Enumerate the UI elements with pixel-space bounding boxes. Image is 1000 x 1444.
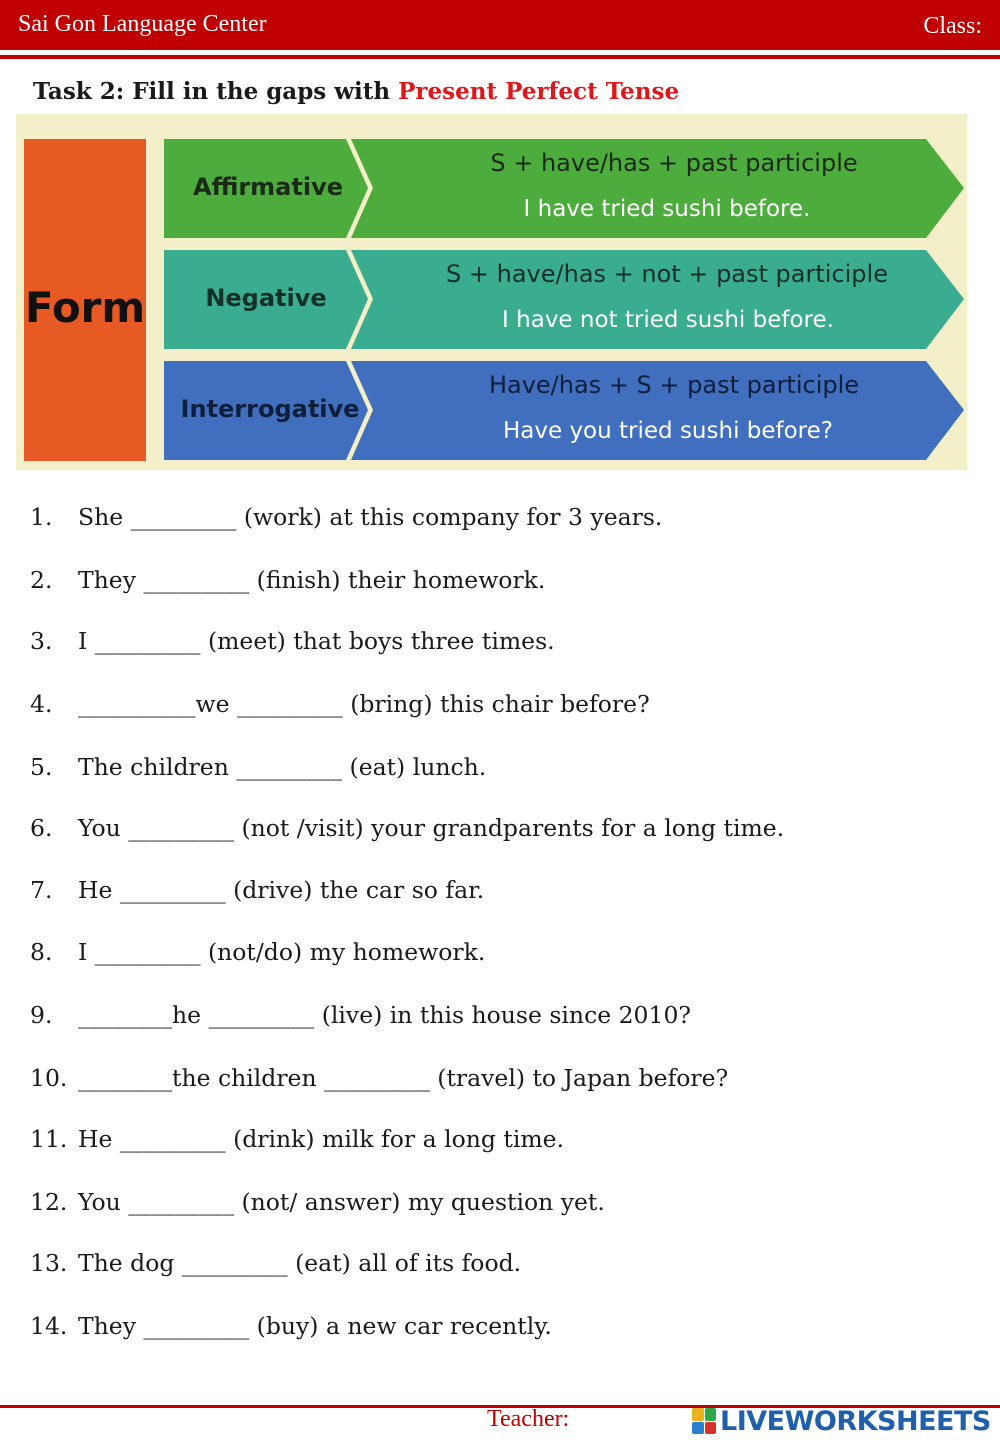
question-item [30, 1125, 564, 1153]
class-label: Class: [923, 13, 982, 39]
question-number: 8. [30, 938, 53, 966]
question-number: 12. [30, 1188, 68, 1216]
question-item [30, 876, 484, 904]
liveworksheets-logo[interactable] [692, 1404, 991, 1438]
liveworksheets-icon [692, 1408, 716, 1434]
negative-label: Negative [205, 284, 327, 312]
question-item [30, 814, 784, 842]
question-item [30, 1249, 521, 1277]
center-name: Sai Gon Language Center [18, 11, 267, 37]
question-number: 4. [30, 690, 53, 718]
question-item [30, 1312, 552, 1340]
question-text: I _________ (meet) that boys three times. [78, 627, 555, 655]
question-item [30, 1064, 728, 1092]
teacher-label: Teacher: [487, 1406, 570, 1432]
question-text: The dog _________ (eat) all of its food. [78, 1249, 522, 1277]
header-bar [0, 0, 1000, 50]
question-number: 5. [30, 753, 53, 781]
question-item [30, 938, 485, 966]
negative-example: I have not tried sushi before. [502, 307, 834, 333]
form-label: Form [24, 283, 146, 332]
question-number: 7. [30, 876, 53, 904]
question-number: 10. [30, 1064, 68, 1092]
header-divider [0, 55, 1000, 59]
form-table-graphic [16, 114, 967, 470]
question-item [30, 627, 555, 655]
question-text: They _________ (buy) a new car recently. [78, 1312, 552, 1340]
affirmative-label: Affirmative [193, 173, 343, 201]
question-text: ________he _________ (live) in this house since 2010? [78, 1001, 692, 1029]
question-number: 6. [30, 814, 53, 842]
question-text: I _________ (not/do) my homework. [78, 938, 486, 966]
question-number: 14. [30, 1312, 68, 1340]
interrogative-label: Interrogative [180, 395, 360, 423]
negative-structure: S + have/has + not + past participle [446, 260, 888, 288]
question-text: He _________ (drink) milk for a long time. [78, 1125, 565, 1153]
task-title [33, 78, 679, 105]
question-text: ________the children _________ (travel) to Japan before? [78, 1064, 729, 1092]
question-text: The children _________ (eat) lunch. [78, 753, 487, 781]
question-item [30, 753, 486, 781]
question-text: __________we _________ (bring) this chair before? [78, 690, 650, 718]
question-item [30, 503, 662, 531]
question-text: She _________ (work) at this company for 3 years. [78, 503, 663, 531]
question-number: 1. [30, 503, 53, 531]
question-item [30, 1001, 691, 1029]
question-number: 9. [30, 1001, 53, 1029]
question-number: 2. [30, 566, 53, 594]
affirmative-example: I have tried sushi before. [523, 196, 811, 222]
question-text: You _________ (not /visit) your grandparents for a long time. [78, 814, 785, 842]
interrogative-structure: Have/has + S + past participle [488, 371, 860, 399]
question-text: He _________ (drive) the car so far. [78, 876, 485, 904]
task-prefix: Task 2: Fill in the gaps with [33, 78, 399, 105]
question-item [30, 566, 545, 594]
interrogative-example: Have you tried sushi before? [502, 418, 834, 444]
question-number: 3. [30, 627, 53, 655]
question-text: They _________ (finish) their homework. [78, 566, 546, 594]
question-item [30, 1188, 605, 1216]
task-tense: Present Perfect Tense [398, 78, 680, 105]
affirmative-structure: S + have/has + past participle [490, 149, 858, 177]
brand-name: LIVEWORKSHEETS [720, 1405, 991, 1437]
question-text: You _________ (not/ answer) my question yet. [78, 1188, 605, 1216]
question-number: 13. [30, 1249, 68, 1277]
question-number: 11. [30, 1125, 68, 1153]
question-item [30, 690, 650, 718]
